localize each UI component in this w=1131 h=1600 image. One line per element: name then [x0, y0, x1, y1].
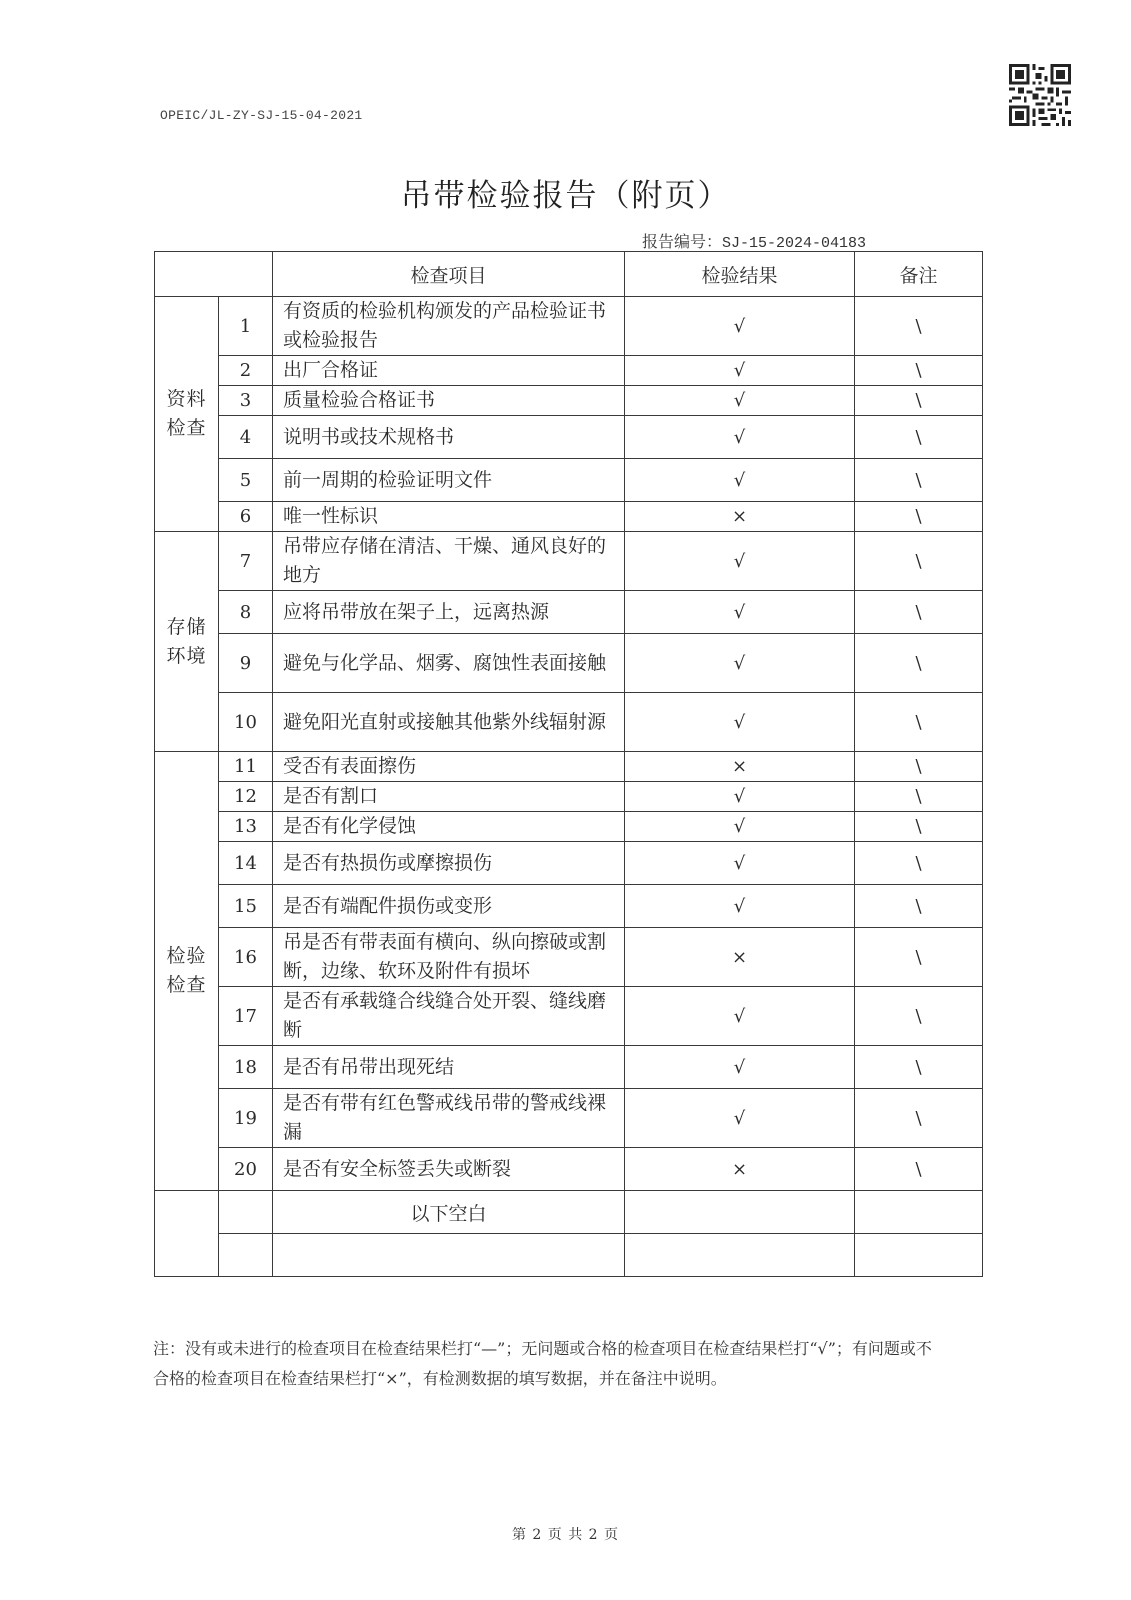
row-result: √	[625, 1046, 855, 1089]
blank-cell	[855, 1234, 983, 1277]
qr-code-icon	[1009, 64, 1071, 126]
row-result: √	[625, 459, 855, 502]
row-remark: \	[855, 1148, 983, 1191]
blank-cell	[855, 1191, 983, 1234]
table-row	[155, 416, 983, 459]
row-remark: \	[855, 502, 983, 532]
row-result: ×	[625, 928, 855, 987]
row-item: 避免阳光直射或接触其他紫外线辐射源	[273, 693, 625, 752]
category-label: 检验检查	[166, 945, 207, 996]
report-number	[642, 229, 866, 252]
row-item: 前一周期的检验证明文件	[273, 459, 625, 502]
row-remark: \	[855, 459, 983, 502]
row-result: ×	[625, 752, 855, 782]
category-label: 存储环境	[166, 615, 207, 667]
category-label: 资料检查	[166, 388, 207, 439]
row-item: 是否有热损伤或摩擦损伤	[273, 842, 625, 885]
row-remark: \	[855, 1089, 983, 1148]
row-result: √	[625, 532, 855, 591]
row-number: 14	[219, 842, 273, 885]
category-cell	[155, 752, 219, 1191]
row-remark: \	[855, 842, 983, 885]
row-item: 是否有割口	[273, 782, 625, 812]
row-number: 6	[219, 502, 273, 532]
row-result: √	[625, 987, 855, 1046]
header-blank-cell	[155, 252, 273, 297]
table-row	[155, 812, 983, 842]
row-result: √	[625, 693, 855, 752]
row-result: ×	[625, 502, 855, 532]
row-item: 避免与化学品、烟雾、腐蚀性表面接触	[273, 634, 625, 693]
table-row	[155, 693, 983, 752]
row-number: 12	[219, 782, 273, 812]
table-row	[155, 356, 983, 386]
table-row	[155, 885, 983, 928]
row-result: √	[625, 1089, 855, 1148]
footnote: 注：没有或未进行的检查项目在检查结果栏打“—”；无问题或合格的检查项目在检查结果栏打“√”；有问题或不合格的检查项目在检查结果栏打“×”，有检测数据的填写数据，并在备注中说明。	[153, 1339, 932, 1388]
row-number: 8	[219, 591, 273, 634]
row-number: 19	[219, 1089, 273, 1148]
row-number: 9	[219, 634, 273, 693]
table-header-row	[155, 252, 983, 297]
report-number-value: SJ-15-2024-04183	[722, 235, 867, 252]
row-number: 15	[219, 885, 273, 928]
row-number: 1	[219, 297, 273, 356]
row-result: √	[625, 416, 855, 459]
row-item: 是否有带有红色警戒线吊带的警戒线裸漏	[273, 1089, 625, 1148]
row-remark: \	[855, 297, 983, 356]
row-result: √	[625, 885, 855, 928]
row-remark: \	[855, 386, 983, 416]
row-remark: \	[855, 987, 983, 1046]
row-number: 20	[219, 1148, 273, 1191]
page-footer: 第 2 页 共 2 页	[511, 1527, 620, 1543]
blank-cell	[155, 1191, 219, 1277]
row-remark: \	[855, 752, 983, 782]
row-remark: \	[855, 693, 983, 752]
table-row	[155, 532, 983, 591]
blank-cell	[273, 1234, 625, 1277]
row-remark: \	[855, 885, 983, 928]
row-number: 4	[219, 416, 273, 459]
table-row	[155, 752, 983, 782]
row-number: 2	[219, 356, 273, 386]
category-cell	[155, 532, 219, 752]
row-item: 唯一性标识	[273, 502, 625, 532]
table-row	[155, 1148, 983, 1191]
row-number: 11	[219, 752, 273, 782]
row-remark: \	[855, 634, 983, 693]
row-remark: \	[855, 416, 983, 459]
row-number: 10	[219, 693, 273, 752]
row-result: √	[625, 842, 855, 885]
row-item: 是否有安全标签丢失或断裂	[273, 1148, 625, 1191]
row-item: 吊是否有带表面有横向、纵向擦破或割断，边缘、软环及附件有损坏	[273, 928, 625, 987]
header-item: 检查项目	[273, 252, 625, 297]
table-row	[155, 1089, 983, 1148]
row-result: √	[625, 812, 855, 842]
row-remark: \	[855, 782, 983, 812]
row-number: 5	[219, 459, 273, 502]
table-row	[155, 987, 983, 1046]
row-result: √	[625, 782, 855, 812]
row-number: 7	[219, 532, 273, 591]
category-cell	[155, 297, 219, 532]
row-number: 16	[219, 928, 273, 987]
row-result: √	[625, 634, 855, 693]
row-remark: \	[855, 532, 983, 591]
row-remark: \	[855, 812, 983, 842]
table-row	[155, 842, 983, 885]
row-item: 质量检验合格证书	[273, 386, 625, 416]
table-row	[155, 1046, 983, 1089]
blank-cell	[625, 1234, 855, 1277]
header-result: 检验结果	[625, 252, 855, 297]
table-row	[155, 782, 983, 812]
row-item: 是否有承载缝合线缝合处开裂、缝线磨断	[273, 987, 625, 1046]
row-result: √	[625, 297, 855, 356]
row-item: 是否有端配件损伤或变形	[273, 885, 625, 928]
table-row	[155, 386, 983, 416]
blank-row	[155, 1191, 983, 1234]
table-row	[155, 297, 983, 356]
row-number: 17	[219, 987, 273, 1046]
table-row	[155, 928, 983, 987]
report-title: 吊带检验报告（附页）	[400, 178, 731, 214]
table-row	[155, 634, 983, 693]
row-item: 有资质的检验机构颁发的产品检验证书或检验报告	[273, 297, 625, 356]
row-result: ×	[625, 1148, 855, 1191]
row-item: 是否有吊带出现死结	[273, 1046, 625, 1089]
row-remark: \	[855, 591, 983, 634]
document-code: OPEIC/JL-ZY-SJ-15-04-2021	[160, 108, 363, 123]
row-item: 出厂合格证	[273, 356, 625, 386]
blank-cell	[219, 1191, 273, 1234]
table-row	[155, 502, 983, 532]
row-remark: \	[855, 928, 983, 987]
row-number: 13	[219, 812, 273, 842]
row-item: 是否有化学侵蚀	[273, 812, 625, 842]
blank-below-note: 以下空白	[273, 1191, 625, 1234]
table-row	[155, 591, 983, 634]
row-result: √	[625, 591, 855, 634]
row-number: 3	[219, 386, 273, 416]
blank-cell	[625, 1191, 855, 1234]
report-number-label: 报告编号：	[642, 232, 723, 251]
row-result: √	[625, 356, 855, 386]
row-result: √	[625, 386, 855, 416]
inspection-table	[154, 251, 983, 1277]
header-remark: 备注	[855, 252, 983, 297]
row-number: 18	[219, 1046, 273, 1089]
row-item: 说明书或技术规格书	[273, 416, 625, 459]
row-remark: \	[855, 1046, 983, 1089]
row-item: 受否有表面擦伤	[273, 752, 625, 782]
row-item: 吊带应存储在清洁、干燥、通风良好的地方	[273, 532, 625, 591]
blank-row	[155, 1234, 983, 1277]
row-item: 应将吊带放在架子上，远离热源	[273, 591, 625, 634]
blank-cell	[219, 1234, 273, 1277]
table-row	[155, 459, 983, 502]
row-remark: \	[855, 356, 983, 386]
